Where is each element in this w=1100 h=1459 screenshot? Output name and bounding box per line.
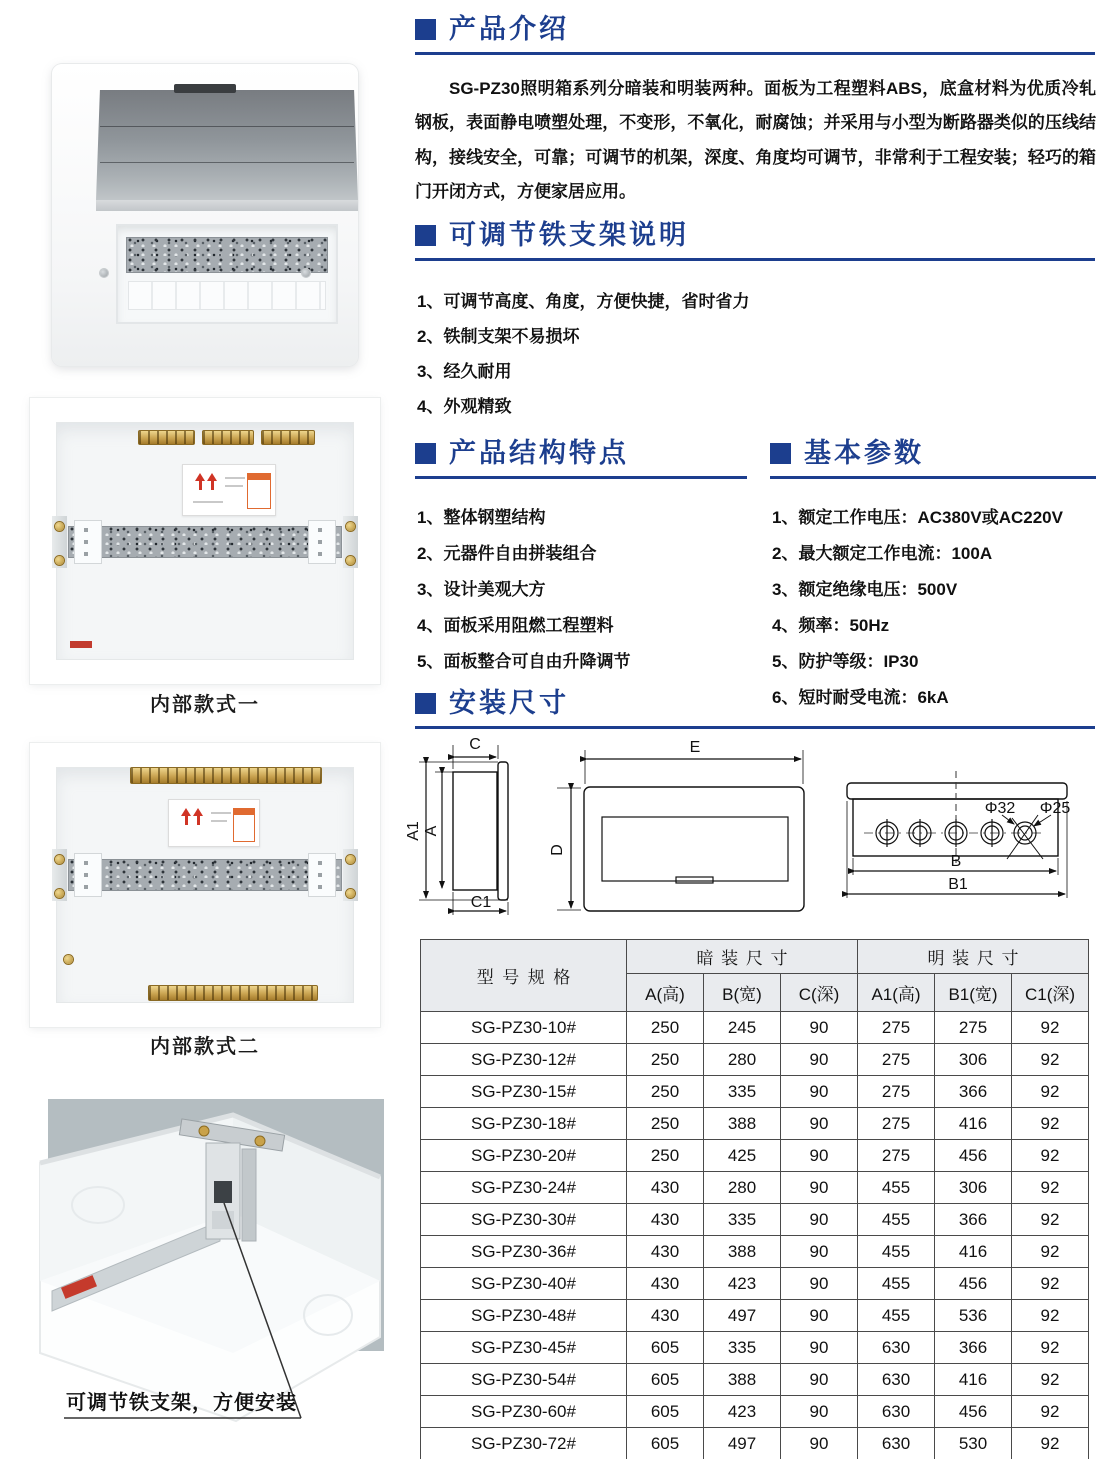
dimension-cell: 90 — [781, 1396, 858, 1428]
spec-table — [420, 939, 1089, 1459]
dimension-cell: 416 — [935, 1236, 1012, 1268]
top-arrow-icon — [185, 816, 188, 825]
dimension-cell: 605 — [627, 1396, 704, 1428]
model-cell: SG-PZ30-12# — [421, 1044, 627, 1076]
side-view-drawing — [405, 735, 535, 935]
gold-screw — [55, 855, 64, 864]
table-row — [421, 1364, 1089, 1396]
dimension-cell: 456 — [935, 1268, 1012, 1300]
cert-badge — [247, 473, 271, 509]
top-arrow-icon — [181, 808, 191, 816]
dimension-cell: 455 — [858, 1268, 935, 1300]
dimension-cell: 497 — [704, 1300, 781, 1332]
terminal-strip — [138, 430, 195, 445]
section-heading-features — [415, 440, 747, 479]
dimension-cell: 455 — [858, 1236, 935, 1268]
table-row — [421, 1044, 1089, 1076]
dimension-cell: 366 — [935, 1204, 1012, 1236]
table-row — [421, 1076, 1089, 1108]
dimension-cell: 250 — [627, 1140, 704, 1172]
section-title: 产品介绍 — [449, 14, 569, 44]
label-text-line — [225, 477, 245, 479]
dimension-cell: 90 — [781, 1076, 858, 1108]
list-item: 4、频率：50Hz — [772, 616, 890, 635]
photo-caption: 内部款式一 — [150, 694, 260, 716]
group-header-surface: 明装尺寸 — [858, 940, 1089, 974]
table-row — [421, 1428, 1089, 1459]
list-item: 1、整体钢塑结构 — [417, 508, 546, 527]
model-cell: SG-PZ30-40# — [421, 1268, 627, 1300]
rail-bracket — [74, 853, 102, 897]
model-cell: SG-PZ30-45# — [421, 1332, 627, 1364]
badge-header — [234, 809, 254, 815]
gold-screw — [346, 556, 355, 565]
gold-screw — [55, 522, 64, 531]
model-cell: SG-PZ30-30# — [421, 1204, 627, 1236]
model-cell: SG-PZ30-48# — [421, 1300, 627, 1332]
dimension-cell: 90 — [781, 1428, 858, 1459]
model-cell: SG-PZ30-60# — [421, 1396, 627, 1428]
dimension-cell: 92 — [1012, 1204, 1089, 1236]
dimension-cell: 630 — [858, 1396, 935, 1428]
dimension-cell: 335 — [704, 1076, 781, 1108]
dimension-cell: 455 — [858, 1300, 935, 1332]
dimension-cell: 275 — [935, 1012, 1012, 1044]
dimension-cell: 430 — [627, 1204, 704, 1236]
column-header: A1(高) — [858, 974, 935, 1012]
terminal-strip — [202, 430, 254, 445]
rail-bracket — [74, 520, 102, 564]
heading-square-icon — [415, 225, 436, 246]
dimension-cell: 536 — [935, 1300, 1012, 1332]
dimension-cell: 455 — [858, 1204, 935, 1236]
group-header-concealed: 暗装尺寸 — [627, 940, 858, 974]
dimension-cell: 530 — [935, 1428, 1012, 1459]
din-rail — [126, 237, 328, 273]
top-arrow-icon — [193, 808, 203, 816]
bracket-holes — [318, 528, 322, 556]
dimension-cell: 456 — [935, 1140, 1012, 1172]
warning-label — [168, 799, 260, 847]
dimension-cell: 92 — [1012, 1108, 1089, 1140]
top-arrow-icon — [211, 481, 214, 490]
terminal-strip — [130, 767, 322, 784]
dimension-cell: 275 — [858, 1044, 935, 1076]
dimension-cell: 90 — [781, 1044, 858, 1076]
warning-label — [182, 464, 276, 516]
hole-dim-label: Φ32 — [984, 800, 1016, 817]
dimension-cell: 280 — [704, 1044, 781, 1076]
dimension-cell: 366 — [935, 1332, 1012, 1364]
lid-seam — [100, 126, 354, 127]
lid-latch — [174, 84, 236, 93]
dimension-cell: 90 — [781, 1300, 858, 1332]
dimension-cell: 280 — [704, 1172, 781, 1204]
screw — [100, 269, 108, 277]
dimension-cell: 423 — [704, 1396, 781, 1428]
dimension-cell: 90 — [781, 1236, 858, 1268]
smoked-lid — [96, 90, 358, 200]
dimension-cell: 92 — [1012, 1268, 1089, 1300]
bracket-holes — [84, 861, 88, 889]
list-item: 5、防护等级：IP30 — [772, 652, 919, 671]
gold-screw — [346, 522, 355, 531]
dimension-cell: 425 — [704, 1140, 781, 1172]
gold-hinge — [64, 955, 73, 964]
table-row — [421, 1012, 1089, 1044]
model-cell: SG-PZ30-10# — [421, 1012, 627, 1044]
model-cell: SG-PZ30-72# — [421, 1428, 627, 1459]
list-item: 6、短时耐受电流：6kA — [772, 688, 949, 707]
dim-label: A — [423, 825, 440, 837]
table-row — [421, 1300, 1089, 1332]
dimension-cell: 456 — [935, 1396, 1012, 1428]
dimension-cell: 90 — [781, 1012, 858, 1044]
column-header: B1(宽) — [935, 974, 1012, 1012]
dimension-cell: 388 — [704, 1108, 781, 1140]
list-item: 4、面板采用阻燃工程塑料 — [417, 616, 614, 635]
model-cell: SG-PZ30-36# — [421, 1236, 627, 1268]
dimension-cell: 366 — [935, 1076, 1012, 1108]
interior-photo-style2 — [30, 743, 380, 1027]
list-item: 3、经久耐用 — [417, 362, 512, 381]
heading-square-icon — [770, 443, 791, 464]
list-item: 3、额定绝缘电压：500V — [772, 580, 958, 599]
rail-bracket — [308, 520, 336, 564]
structure-feature-list — [417, 500, 630, 680]
column-header: C1(深) — [1012, 974, 1089, 1012]
dimension-cell: 605 — [627, 1332, 704, 1364]
box-frame — [30, 743, 380, 1027]
intro-paragraph: SG-PZ30照明箱系列分暗装和明装两种。面板为工程塑料ABS，底盒材料为优质冷轧钢板，表面静电喷塑处理，不变形，不氧化，耐腐蚀；并采用与小型为断路器类似的压线结构，接线安全，可靠；可调节的机架，深度、角度均可调节，非常利于工程安装；轻巧的箱门开闭方式，方便家居应用。 — [415, 79, 1096, 201]
dimension-cell: 275 — [858, 1076, 935, 1108]
dim-label: D — [549, 844, 566, 856]
dimension-cell: 430 — [627, 1300, 704, 1332]
dimension-cell: 423 — [704, 1268, 781, 1300]
lid-seam — [100, 162, 354, 163]
dimension-cell: 416 — [935, 1108, 1012, 1140]
list-item: 2、最大额定工作电流：100A — [772, 544, 993, 563]
table-row — [421, 1268, 1089, 1300]
bracket-slot — [214, 1181, 232, 1203]
dim-label: C — [469, 736, 481, 753]
section-title: 可调节铁支架说明 — [449, 220, 689, 250]
table-row — [421, 1236, 1089, 1268]
heading-square-icon — [415, 693, 436, 714]
model-cell: SG-PZ30-18# — [421, 1108, 627, 1140]
gold-screw — [55, 556, 64, 565]
dimension-cell: 92 — [1012, 1428, 1089, 1459]
terminal-strip — [261, 430, 315, 445]
dimension-cell: 605 — [627, 1428, 704, 1459]
dimension-cell: 250 — [627, 1076, 704, 1108]
table-row — [421, 1332, 1089, 1364]
section-heading-intro — [415, 16, 1095, 55]
top-arrow-icon — [207, 473, 217, 481]
dimension-cell: 90 — [781, 1108, 858, 1140]
dimension-cell: 335 — [704, 1332, 781, 1364]
basic-parameter-list — [772, 500, 1063, 716]
dimension-cell: 92 — [1012, 1012, 1089, 1044]
dimension-cell: 90 — [781, 1204, 858, 1236]
dim-label: C1 — [470, 894, 492, 911]
table-row — [421, 1140, 1089, 1172]
bracket-callout-text: 可调节铁支架，方便安装 — [66, 1392, 297, 1414]
dimension-cell: 416 — [935, 1364, 1012, 1396]
screw — [302, 269, 310, 277]
dimension-cell: 250 — [627, 1012, 704, 1044]
dimension-cell: 497 — [704, 1428, 781, 1459]
column-header: B(宽) — [704, 974, 781, 1012]
bracket-side — [242, 1149, 256, 1241]
bracket-closeup-photo — [28, 1085, 388, 1435]
dimension-cell: 92 — [1012, 1396, 1089, 1428]
dimension-cell: 430 — [627, 1172, 704, 1204]
section-title: 基本参数 — [804, 438, 924, 468]
din-rail — [68, 526, 342, 558]
terminal-strip — [148, 985, 318, 1001]
dimension-cell: 92 — [1012, 1332, 1089, 1364]
dimension-cell: 92 — [1012, 1172, 1089, 1204]
dimension-cell: 92 — [1012, 1140, 1089, 1172]
box-face — [52, 64, 358, 366]
front-view-drawing — [545, 738, 825, 948]
dimension-cell: 430 — [627, 1268, 704, 1300]
dim-label: B1 — [948, 876, 968, 893]
top-arrow-icon — [197, 816, 200, 825]
list-item: 2、铁制支架不易损坏 — [417, 327, 580, 346]
dimension-cell: 90 — [781, 1140, 858, 1172]
dimension-cell: 245 — [704, 1012, 781, 1044]
bracket-feature-list — [417, 284, 749, 424]
hole-dim-label: Φ25 — [1039, 800, 1071, 817]
dimension-cell: 306 — [935, 1172, 1012, 1204]
box-frame — [30, 398, 380, 684]
section-heading-bracket — [415, 222, 1095, 261]
dimension-cell: 275 — [858, 1140, 935, 1172]
dim-label: B — [950, 853, 962, 870]
model-cell: SG-PZ30-20# — [421, 1140, 627, 1172]
dimension-cell: 388 — [704, 1364, 781, 1396]
bracket-holes — [318, 861, 322, 889]
dimension-cell: 388 — [704, 1236, 781, 1268]
dimension-cell: 335 — [704, 1204, 781, 1236]
model-cell: SG-PZ30-15# — [421, 1076, 627, 1108]
product-photo-front — [30, 52, 380, 378]
top-arrow-icon — [195, 473, 205, 481]
label-text-line — [211, 812, 231, 814]
section-heading-params — [770, 440, 1096, 479]
gold-screw — [346, 889, 355, 898]
label-text-line — [225, 485, 243, 487]
label-text-line — [211, 820, 227, 822]
top-arrow-icon — [199, 481, 202, 490]
table-row — [421, 1108, 1089, 1140]
dimension-cell: 92 — [1012, 1076, 1089, 1108]
list-item: 1、可调节高度、角度，方便快捷，省时省力 — [417, 292, 750, 311]
list-item: 4、外观精致 — [417, 397, 512, 416]
heading-square-icon — [415, 443, 436, 464]
red-mark — [70, 641, 92, 648]
column-header: A(高) — [627, 974, 704, 1012]
bracket-holes — [84, 528, 88, 556]
gold-screw — [199, 1126, 209, 1136]
gold-screw — [255, 1136, 265, 1146]
dimension-cell: 90 — [781, 1268, 858, 1300]
dimension-cell: 92 — [1012, 1044, 1089, 1076]
gold-screw — [55, 889, 64, 898]
dim-label: A1 — [405, 821, 422, 841]
gold-screw — [346, 855, 355, 864]
lid-edge — [96, 200, 358, 211]
table-row — [421, 1204, 1089, 1236]
section-title: 产品结构特点 — [449, 438, 629, 468]
section-title: 安装尺寸 — [449, 688, 569, 718]
heading-square-icon — [415, 19, 436, 40]
list-item: 5、面板整合可自由升降调节 — [417, 652, 631, 671]
dimension-cell: 306 — [935, 1044, 1012, 1076]
dimension-cell: 90 — [781, 1332, 858, 1364]
table-row — [421, 1396, 1089, 1428]
dimension-cell: 90 — [781, 1364, 858, 1396]
rail-bracket — [308, 853, 336, 897]
model-cell: SG-PZ30-24# — [421, 1172, 627, 1204]
badge-header — [248, 474, 270, 480]
dimension-cell: 92 — [1012, 1364, 1089, 1396]
dimension-cell: 275 — [858, 1108, 935, 1140]
section-heading-dimensions — [415, 690, 1095, 729]
dimension-cell: 430 — [627, 1236, 704, 1268]
dimension-cell: 630 — [858, 1364, 935, 1396]
din-rail — [68, 859, 342, 891]
list-item: 1、额定工作电压：AC380V或AC220V — [772, 508, 1063, 527]
dimension-cell: 275 — [858, 1012, 935, 1044]
label-text-line — [193, 501, 223, 503]
dimension-cell: 250 — [627, 1044, 704, 1076]
table-row — [421, 1172, 1089, 1204]
list-item: 3、设计美观大方 — [417, 580, 546, 599]
top-view-drawing — [840, 763, 1100, 948]
column-header-model: 型号规格 — [421, 940, 627, 1012]
blank-modules — [128, 281, 326, 310]
model-cell: SG-PZ30-54# — [421, 1364, 627, 1396]
column-header: C(深) — [781, 974, 858, 1012]
photo-caption: 内部款式二 — [150, 1036, 260, 1058]
list-item: 2、元器件自由拼装组合 — [417, 544, 597, 563]
dimension-cell: 630 — [858, 1332, 935, 1364]
dim-label: E — [689, 739, 701, 756]
dimension-cell: 630 — [858, 1428, 935, 1459]
dimension-cell: 250 — [627, 1108, 704, 1140]
cert-badge — [233, 808, 255, 842]
dimension-cell: 92 — [1012, 1300, 1089, 1332]
dimension-cell: 455 — [858, 1172, 935, 1204]
interior-photo-style1 — [30, 398, 380, 684]
dimension-cell: 90 — [781, 1172, 858, 1204]
dimension-cell: 605 — [627, 1364, 704, 1396]
dimension-cell: 92 — [1012, 1236, 1089, 1268]
